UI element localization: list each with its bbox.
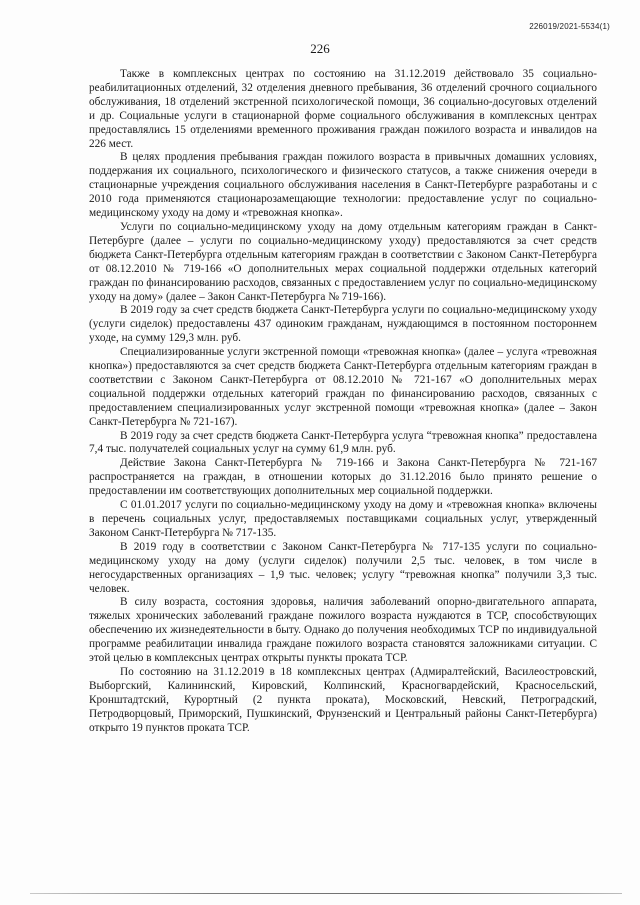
paragraph-alarm-button-services: Специализированные услуги экстренной помощи «тревожная кнопка» (далее – услуга «тревожная кнопка») предоставляются за счет средств бюджета Санкт-Петербурга отдельным категориям граждан в соответствии с Законом Санкт-Петербурга от 08.12.2010 № 721-167 «О дополнительных мерах социальной поддержки отдельных категорий граждан по финансированию расходов, связанных с предоставлением специализированных услуг экстренной помощи «тревожная кнопка» (далее – Закон Санкт-Петербурга № 721-167).: [89, 346, 597, 428]
paragraph-home-care-services-law: Услуги по социально-медицинскому уходу на дому отдельным категориям граждан в Санкт-Петербурге (далее – услуги по социально-медицинскому уходу) предоставляются за счет средств бюджета Санкт-Петербурга отдельным категориям граждан в соответствии с Законом Санкт-Петербурга от 08.12.2010 № 719-166 «О дополнительных мерах социальной поддержки отдельных категорий граждан по финансированию расходов, связанных с предоставлением услуг по социально-медицинскому уходу на дому» (далее – Закон Санкт-Петербурга № 719-166).: [89, 220, 597, 303]
paragraph-2017-services-list: С 01.01.2017 услуги по социально-медицинскому уходу на дому и «тревожная кнопка» включены в перечень социальных услуг, предоставляемых поставщиками социальных услуг, утвержденный Законом Санкт-Петербурга № 717-135.: [89, 499, 597, 539]
page-number: 226: [310, 41, 330, 56]
paragraph-complex-centers-departments: Также в комплексных центрах по состоянию на 31.12.2019 действовало 35 социально-реабилитационных отделений, 32 отделения дневного пребывания, 36 отделений срочного социального обслуживания, 18 отделений экстренной психологической помощи, 36 социально-досуговых отделений и др. Социальные услуги в стационарной форме социального обслуживания в комплексных центрах предоставлялись 15 отделениями временного проживания граждан пожилого возраста и инвалидов на 226 мест.: [89, 68, 597, 150]
paragraph-rehabilitation-aids-need: В силу возраста, состояния здоровья, наличия заболеваний опорно-двигательного аппарата, тяжелых хронических заболеваний граждане пожилого возраста нуждаются в ТСР, способствующих обеспечению их жизнедеятельности в быту. Однако до получения необходимых ТСР по индивидуальной программе реабилитации инвалида граждане пожилого возраста становятся заложниками ситуации. С этой целью в комплексных центрах открыты пункты проката ТСР.: [89, 596, 597, 665]
paragraph-home-care-technologies: В целях продления пребывания граждан пожилого возраста в привычных домашних условиях, поддержания их социального, психологического и физического статусов, а также снижения очереди в стационарные учреждения социального обслуживания населения в Санкт-Петербурге разработаны и с 2010 года применяются стационарозамещающие технологии: предоставление услуг по социально-медицинскому уходу на дому и «тревожная кнопка».: [89, 151, 597, 220]
document-number: 226019/2021-5534(1): [529, 22, 610, 31]
paragraph-2019-law-717-135: В 2019 году в соответствии с Законом Санкт-Петербурга № 717-135 услуги по социально-медицинскому уходу на дому (услуги сиделок) получили 2,5 тыс. человек, в том числе в негосударственных организациях – 1,9 тыс. человек; услугу “тревожная кнопка” получили 3,3 тыс. человек.: [89, 540, 597, 595]
paragraph-2019-caregivers: В 2019 году за счет средств бюджета Санкт-Петербурга услуги по социально-медицинскому уходу (услуги сиделок) предоставлены 437 одиноким гражданам, нуждающимся в постоянном постороннем уходе, на сумму 129,3 млн. руб.: [89, 304, 597, 345]
bottom-divider-line: [30, 893, 622, 894]
document-body: [89, 68, 597, 736]
paragraph-2019-alarm-button: В 2019 году за счет средств бюджета Санкт-Петербурга услуга “тревожная кнопка” предоставлена 7,4 тыс. получателей социальных услуг на сумму 61,9 млн. руб.: [89, 429, 597, 456]
paragraph-rental-points: По состоянию на 31.12.2019 в 18 комплексных центрах (Адмиралтейский, Василеостровский, Выборгский, Калининский, Кировский, Колпинский, Красногвардейский, Красносельский, Кронштадтский, Курортный (2 пункта проката), Московский, Невский, Петроградский, Петродворцовый, Приморский, Пушкинский, Фрунзенский и Центральный районы Санкт-Петербурга) открыто 19 пунктов проката ТСР.: [89, 665, 597, 734]
paragraph-laws-scope: Действие Закона Санкт-Петербурга № 719-166 и Закона Санкт-Петербурга № 721-167 распространяется на граждан, в отношении которых до 31.12.2016 было принято решение о предоставлении им соответствующих дополнительных мер социальной поддержки.: [89, 457, 597, 498]
